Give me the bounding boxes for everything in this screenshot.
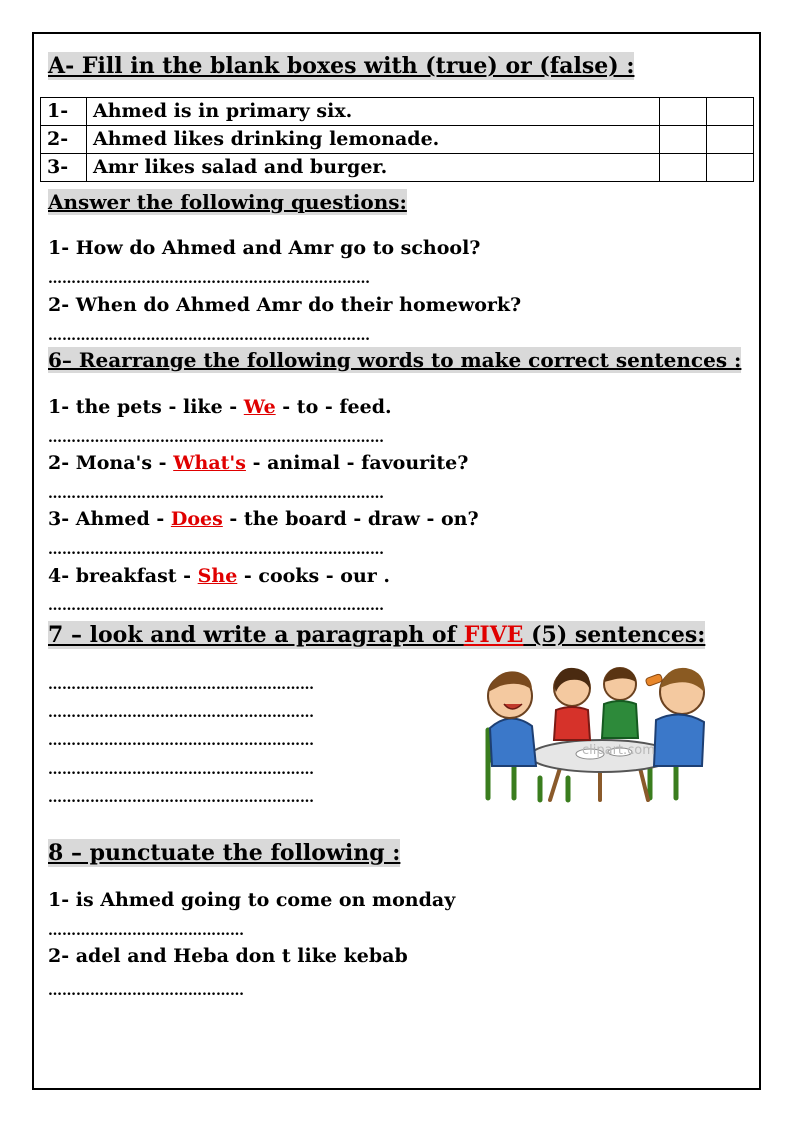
true-false-table (40, 97, 754, 182)
row-number: 3- (41, 154, 87, 182)
paragraph-line: ………………………………………………… (48, 733, 314, 749)
row-number: 2- (41, 126, 87, 154)
title-text: (5) sentences: (523, 622, 706, 648)
section-7-title (48, 621, 705, 649)
paragraph-line: ………………………………………………… (48, 790, 314, 806)
item-text: - animal - favourite? (245, 452, 469, 474)
answer-line: ……………………………………………………………… (48, 598, 384, 614)
answer-line: …………………………………… (48, 983, 244, 999)
row-number: 1- (41, 98, 87, 126)
statement: Amr likes salad and burger. (87, 154, 660, 182)
answer-questions-title: Answer the following questions: (48, 190, 407, 214)
section-a-title: A- Fill in the blank boxes with (true) or (false) : (48, 53, 635, 79)
answer-box[interactable] (707, 154, 754, 182)
table-row (41, 126, 754, 154)
rearrange-item-3 (48, 507, 479, 531)
table-row (41, 98, 754, 126)
statement: Ahmed likes drinking lemonade. (87, 126, 660, 154)
item-text: 2- Mona's - (48, 452, 174, 474)
rearrange-item-1 (48, 395, 392, 419)
answer-line: ……………………………………………………………… (48, 430, 384, 446)
rearrange-item-4 (48, 564, 390, 588)
section-6-title: 6– Rearrange the following words to make correct sentences : (48, 348, 742, 372)
highlight-word: Does (170, 508, 223, 530)
paragraph-line: ………………………………………………… (48, 762, 314, 778)
question-2: 2- When do Ahmed Amr do their homework? (48, 294, 522, 316)
highlight-word: She (197, 565, 238, 587)
watermark: clipart.com (582, 743, 655, 758)
paragraph-line: ………………………………………………… (48, 677, 314, 693)
statement: Ahmed is in primary six. (87, 98, 660, 126)
paragraph-line: ………………………………………………… (48, 705, 314, 721)
answer-box[interactable] (707, 126, 754, 154)
rearrange-item-2 (48, 451, 468, 475)
highlight-word: What's (173, 452, 246, 474)
answer-box[interactable] (660, 98, 707, 126)
answer-line: …………………………………… (48, 923, 244, 939)
item-text: - cooks - our . (237, 565, 391, 587)
answer-line: ……………………………………………………………… (48, 486, 384, 502)
item-text: 1- the pets - like - (48, 396, 244, 418)
item-text: - the board - draw - on? (222, 508, 479, 530)
punctuate-item-1: 1- is Ahmed going to come on monday (48, 889, 456, 911)
table-row (41, 154, 754, 182)
answer-line: …………………………………………………………… (48, 271, 370, 287)
highlight-word: FIVE (463, 622, 524, 648)
highlight-word: We (243, 396, 276, 418)
answer-box[interactable] (660, 126, 707, 154)
answer-line: …………………………………………………………… (48, 328, 370, 344)
answer-box[interactable] (660, 154, 707, 182)
item-text: 3- Ahmed - (48, 508, 171, 530)
question-1: 1- How do Ahmed and Amr go to school? (48, 237, 481, 259)
item-text: 4- breakfast - (48, 565, 198, 587)
kids-eating-illustration (470, 648, 720, 804)
answer-line: ……………………………………………………………… (48, 542, 384, 558)
section-8-title: 8 – punctuate the following : (48, 840, 401, 866)
title-text: 7 – look and write a paragraph of (48, 622, 464, 648)
punctuate-item-2: 2- adel and Heba don t like kebab (48, 945, 408, 967)
answer-box[interactable] (707, 98, 754, 126)
item-text: - to - feed. (275, 396, 392, 418)
